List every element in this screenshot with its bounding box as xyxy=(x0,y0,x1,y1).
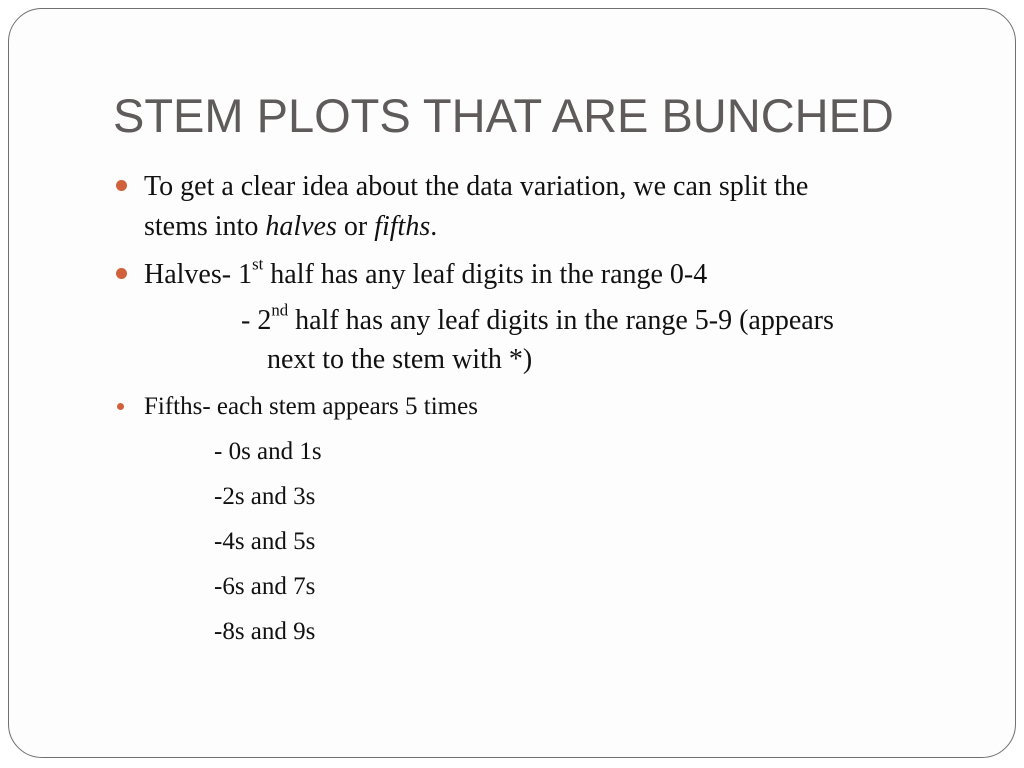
fifths-item: -6s and 7s xyxy=(214,573,316,600)
fifths-term: fifths xyxy=(374,211,431,242)
fifths-item: - 0s and 1s xyxy=(214,438,322,465)
bullet-3-line: Fifths- each stem appears 5 times xyxy=(144,393,478,420)
fifths-item: -4s and 5s xyxy=(214,528,316,555)
bullet-2-sub-line-1 xyxy=(241,300,834,338)
bullet-1-prefix: stems into xyxy=(144,211,266,242)
halves-term: halves xyxy=(265,211,337,242)
bullet-2-line-1 xyxy=(144,254,708,292)
bullet-dot xyxy=(116,268,127,279)
bullet-dot xyxy=(117,403,124,410)
bullet-2-sub-line-2: next to the stem with *) xyxy=(267,344,533,375)
or-text: or xyxy=(336,211,375,242)
fifths-item: -8s and 9s xyxy=(214,618,316,645)
second-half-rest: half has any leaf digits in the range 5-9 (appears xyxy=(288,305,834,336)
slide-title: STEM PLOTS THAT ARE BUNCHED xyxy=(113,89,894,142)
first-superscript: st xyxy=(252,254,264,274)
bullet-1-line-1: To get a clear idea about the data variation, we can split the xyxy=(144,171,809,202)
bullet-1-line-2 xyxy=(144,210,437,244)
second-half-prefix: - 2 xyxy=(241,305,272,336)
halves-prefix: Halves- 1 xyxy=(144,259,253,290)
fifths-item: -2s and 3s xyxy=(214,483,316,510)
bullet-dot xyxy=(116,180,127,191)
halves-rest: half has any leaf digits in the range 0-4 xyxy=(263,259,708,290)
second-superscript: nd xyxy=(271,300,289,320)
period: . xyxy=(430,211,438,242)
